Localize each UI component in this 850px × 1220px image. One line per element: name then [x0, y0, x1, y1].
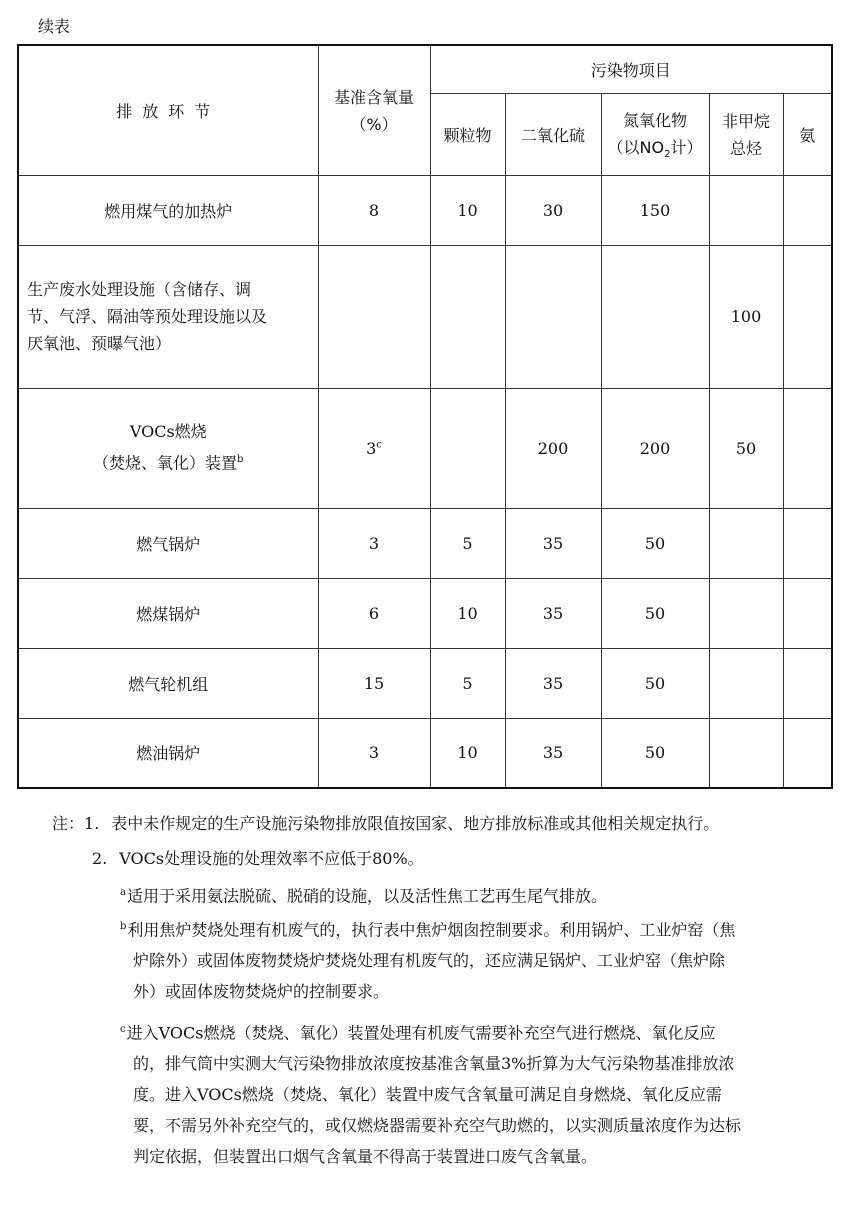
- cell-particulate: 10: [430, 578, 505, 648]
- note-b: [120, 911, 832, 1007]
- cell-nox: [601, 245, 709, 388]
- header-so2: 二氧化硫: [505, 93, 601, 175]
- cell-oxygen: 3: [318, 508, 430, 578]
- cell-oxygen: 15: [318, 648, 430, 718]
- header-nmhc: [709, 93, 783, 175]
- header-oxygen-line1: 基准含氧量: [333, 88, 414, 108]
- cell-particulate: 5: [430, 648, 505, 718]
- cell-nmhc: [709, 175, 783, 245]
- row-name-line: VOCs燃烧: [129, 422, 207, 442]
- table-row: [18, 508, 832, 578]
- row-name: 燃气轮机组: [18, 648, 318, 718]
- row-name-line: （焚烧、氧化）装置$^b$: [93, 453, 244, 473]
- cell-oxygen: 3$^c$: [318, 388, 430, 508]
- note-line: 度。进入VOCs燃烧（焚烧、氧化）装置中废气含氧量可满足自身燃烧、氧化反应需: [133, 1085, 722, 1105]
- cell-nmhc: [709, 508, 783, 578]
- note-1: [52, 808, 719, 839]
- cell-particulate: 10: [430, 718, 505, 788]
- cell-particulate: [430, 388, 505, 508]
- cell-oxygen: 8: [318, 175, 430, 245]
- note-text: 适用于采用氨法脱硫、脱硝的设施，以及活性焦工艺再生尾气排放。: [126, 886, 607, 906]
- row-name: [18, 388, 318, 508]
- row-name-line: 厌氧池、预曝气池）: [27, 334, 172, 353]
- header-nox-line1: 氮氧化物: [622, 110, 687, 130]
- cell-ammonia: [783, 718, 832, 788]
- header-nmhc-line2: 总烃: [729, 139, 762, 158]
- table-row: [18, 175, 832, 245]
- note-c: [120, 1014, 832, 1172]
- note-line: $^b$利用焦炉焚烧处理有机废气的，执行表中焦炉烟囱控制要求。利用锅炉、工业炉窑（焦: [120, 920, 736, 940]
- cell-particulate: 5: [430, 508, 505, 578]
- header-oxygen-line2: （%）: [350, 115, 398, 135]
- note-marker: b: [120, 921, 127, 932]
- cell-so2: 35: [505, 508, 601, 578]
- cell-nox: 50: [601, 648, 709, 718]
- note-label: 1.: [84, 814, 100, 833]
- header-nox-line2: （以$NO_2$计）: [607, 137, 703, 161]
- table-row: [18, 648, 832, 718]
- note-line: 的，排气筒中实测大气污染物排放浓度按基准含氧量3%折算为大气污染物基准排放浓: [133, 1054, 735, 1074]
- row-name: 燃气锅炉: [18, 508, 318, 578]
- note-a: [120, 877, 607, 911]
- cell-nmhc: [709, 648, 783, 718]
- cell-oxygen: [318, 245, 430, 388]
- row-name-line: 节、气浮、隔油等预处理设施以及: [27, 307, 268, 326]
- cell-ammonia: [783, 388, 832, 508]
- table-row: [18, 245, 832, 388]
- cell-oxygen: 3: [318, 718, 430, 788]
- header-particulate: 颗粒物: [430, 93, 505, 175]
- cell-ammonia: [783, 175, 832, 245]
- emission-limits-table: [17, 44, 833, 789]
- header-nox: [601, 93, 709, 175]
- header-oxygen: [318, 45, 430, 175]
- cell-ammonia: [783, 578, 832, 648]
- note-marker: c: [120, 1024, 126, 1035]
- header-pollutants-group: 污染物项目: [430, 45, 832, 93]
- row-name: 燃煤锅炉: [18, 578, 318, 648]
- cell-nmhc: 100: [709, 245, 783, 388]
- note-2: [92, 843, 424, 874]
- note-marker: a: [120, 887, 126, 898]
- header-ammonia: 氨: [783, 93, 832, 175]
- row-name: [18, 245, 318, 388]
- row-name-line: 生产废水处理设施（含储存、调: [27, 280, 252, 299]
- cell-ammonia: [783, 648, 832, 718]
- cell-oxygen: 6: [318, 578, 430, 648]
- row-name: 燃油锅炉: [18, 718, 318, 788]
- note-line: $^c$进入VOCs燃烧（焚烧、氧化）装置处理有机废气需要补充空气进行燃烧、氧化反应: [120, 1023, 716, 1043]
- note-line: 要，不需另外补充空气的，或仅燃烧器需要补充空气助燃的，以实测质量浓度作为达标: [133, 1116, 742, 1136]
- cell-so2: 35: [505, 648, 601, 718]
- cell-so2: 200: [505, 388, 601, 508]
- cell-so2: [505, 245, 601, 388]
- table-row: [18, 388, 832, 508]
- cell-nox: 50: [601, 508, 709, 578]
- note-line: 外）或固体废物焚烧炉的控制要求。: [133, 982, 390, 1002]
- cell-ammonia: [783, 508, 832, 578]
- cell-nmhc: [709, 718, 783, 788]
- row-name: 燃用煤气的加热炉: [18, 175, 318, 245]
- note-text: 表中未作规定的生产设施污染物排放限值按国家、地方排放标准或其他相关规定执行。: [111, 814, 720, 833]
- header-nmhc-line1: 非甲烷: [721, 112, 770, 131]
- cell-nox: 150: [601, 175, 709, 245]
- table-row: [18, 718, 832, 788]
- note-text: VOCs处理设施的处理效率不应低于80%。: [119, 849, 424, 868]
- cell-ammonia: [783, 245, 832, 388]
- cell-particulate: 10: [430, 175, 505, 245]
- continued-label: 续表: [38, 17, 71, 36]
- note-line: 炉除外）或固体废物焚烧炉焚烧处理有机废气的，还应满足锅炉、工业炉窑（焦炉除: [133, 951, 726, 971]
- header-section: 排放环节: [18, 45, 318, 175]
- cell-so2: 35: [505, 718, 601, 788]
- note-label: 2.: [92, 849, 108, 868]
- cell-nmhc: [709, 578, 783, 648]
- note-prefix: 注：: [52, 814, 85, 833]
- table-row: [18, 578, 832, 648]
- cell-nmhc: 50: [709, 388, 783, 508]
- cell-nox: 200: [601, 388, 709, 508]
- cell-particulate: [430, 245, 505, 388]
- cell-nox: 50: [601, 718, 709, 788]
- cell-so2: 35: [505, 578, 601, 648]
- cell-so2: 30: [505, 175, 601, 245]
- cell-nox: 50: [601, 578, 709, 648]
- note-line: 判定依据，但装置出口烟气含氧量不得高于装置进口废气含氧量。: [133, 1147, 598, 1167]
